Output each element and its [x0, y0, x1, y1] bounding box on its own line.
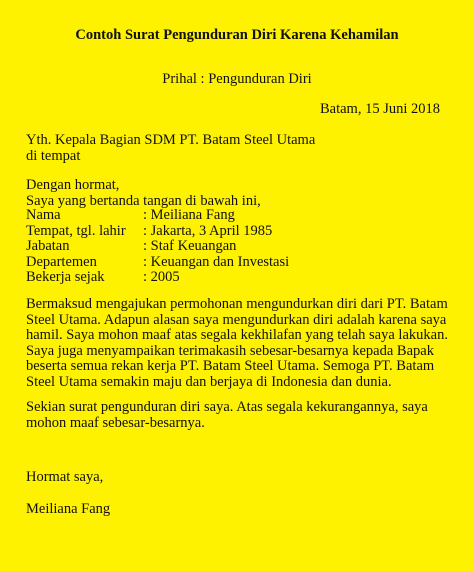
- greeting-block: [26, 178, 261, 209]
- field-row-department: [26, 255, 289, 271]
- field-row-birth: [26, 224, 289, 240]
- recipient-block: [26, 133, 315, 164]
- body-paragraph-2: Sekian surat pengunduran diri saya. Atas segala kekurangannya, saya mohon maaf sebesar-besarnya.: [26, 399, 428, 431]
- signer-name: Meiliana Fang: [26, 501, 111, 517]
- intro-line: Saya yang bertanda tangan di bawah ini,: [26, 192, 261, 209]
- field-row-since: [26, 270, 289, 286]
- letter-subject: Prihal : Pengunduran Diri: [162, 71, 312, 87]
- field-label: Tempat, tgl. lahir: [26, 222, 126, 239]
- recipient-location: di tempat: [26, 147, 81, 164]
- field-label: Jabatan: [26, 238, 70, 255]
- field-row-name: [26, 208, 289, 224]
- closing-line: Hormat saya,: [26, 469, 104, 485]
- field-value: : Meiliana Fang: [143, 207, 235, 223]
- field-value: : 2005: [143, 269, 180, 286]
- identity-fields: [26, 208, 289, 286]
- recipient-line: Yth. Kepala Bagian SDM PT. Batam Steel Utama: [26, 132, 316, 148]
- field-label: Bekerja sejak: [26, 269, 105, 286]
- letter-title: Contoh Surat Pengunduran Diri Karena Kehamilan: [75, 27, 399, 43]
- field-value: : Jakarta, 3 April 1985: [143, 222, 273, 239]
- field-label: Nama: [26, 207, 61, 223]
- body-paragraph-1: Bermaksud mengajukan permohonan mengundurkan diri dari PT. Batam Steel Utama. Adapun alasan saya mengundurkan diri adalah karena saya hamil. Saya mohon maaf atas segala kekhilafan yang telah saya lakukan. Saya juga menyampaikan terimakasih sebesar-besarnya kepada Bapak beserta semua rekan kerja PT. Batam Steel Utama. Semoga PT. Batam Steel Utama semakin maju dan berjaya di Indonesia dan dunia.: [26, 296, 448, 390]
- field-label: Departemen: [26, 253, 97, 270]
- field-value: : Staf Keuangan: [143, 238, 237, 255]
- salutation: Dengan hormat,: [26, 177, 120, 193]
- field-row-position: [26, 239, 289, 255]
- letter-date: Batam, 15 Juni 2018: [319, 101, 440, 117]
- field-value: : Keuangan dan Investasi: [143, 253, 290, 270]
